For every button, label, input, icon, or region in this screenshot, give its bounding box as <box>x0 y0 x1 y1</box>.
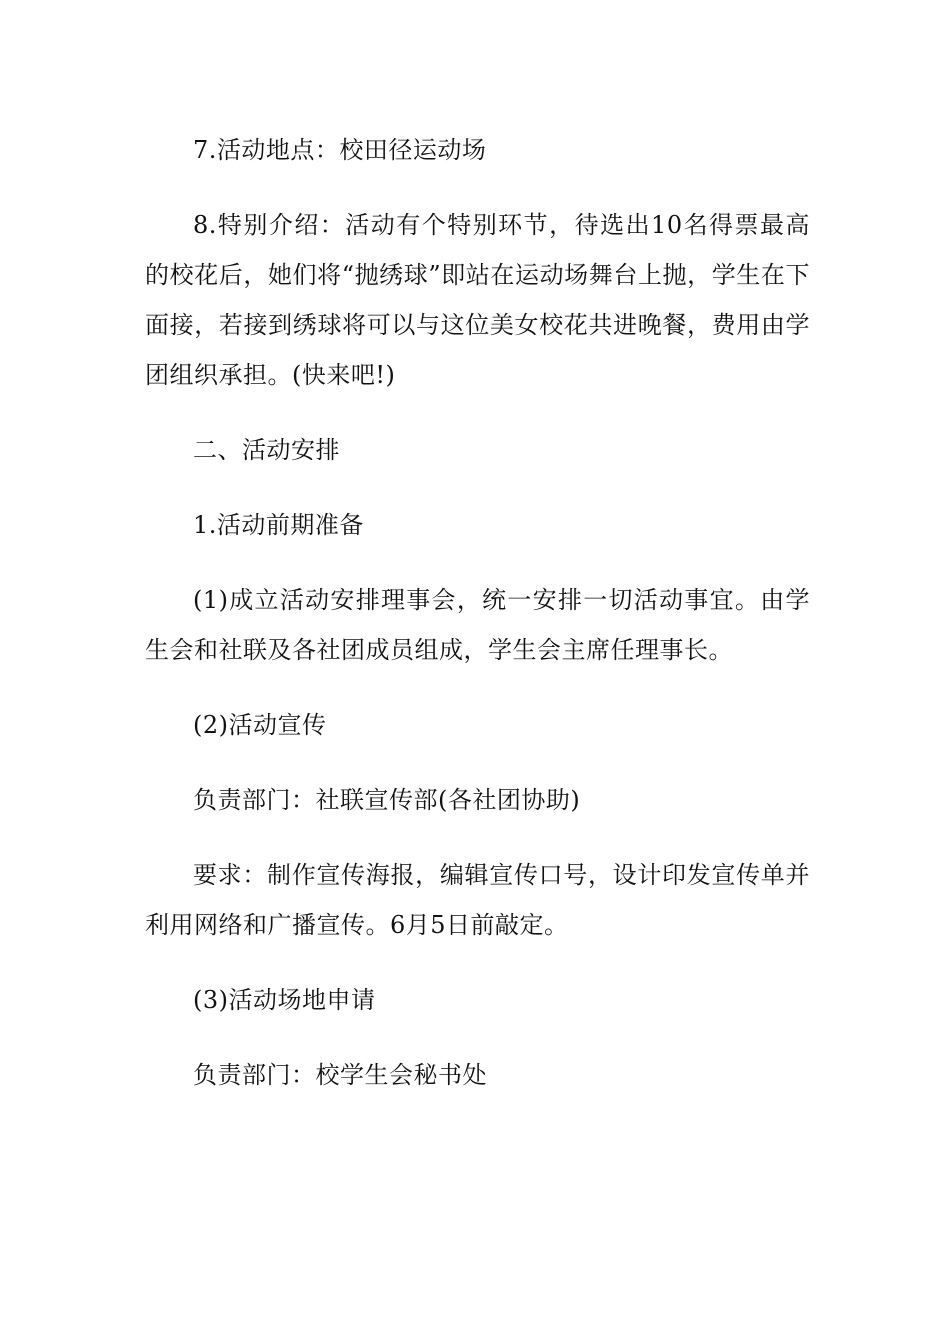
paragraph-venue: 7.活动地点：校田径运动场 <box>193 136 487 164</box>
paragraph-venue-dept: 负责部门：校学生会秘书处 <box>193 1061 487 1089</box>
subheading-publicity: (2)活动宣传 <box>193 711 327 739</box>
paragraph-publicity-requirements: 要求：制作宣传海报，编辑宣传口号，设计印发宣传单并利用网络和广播宣传。6月5日前敲定。 <box>145 861 810 939</box>
paragraph-special-intro: 8.特别介绍：活动有个特别环节，待选出10名得票最高的校花后，她们将“抛绣球”即站在运动场舞台上抛，学生在下面接，若接到绣球将可以与这位美女校花共进晚餐，费用由学团组织承担。(快来吧!) <box>145 211 810 389</box>
document-body <box>145 125 810 1125</box>
subheading-venue-application: (3)活动场地申请 <box>193 986 376 1014</box>
paragraph-council: (1)成立活动安排理事会，统一安排一切活动事宜。由学生会和社联及各社团成员组成，学生会主席任理事长。 <box>145 586 810 664</box>
section-heading-arrangement: 二、活动安排 <box>193 436 340 464</box>
paragraph-publicity-dept: 负责部门：社联宣传部(各社团协助) <box>193 786 581 814</box>
subheading-preparation: 1.活动前期准备 <box>193 511 364 539</box>
